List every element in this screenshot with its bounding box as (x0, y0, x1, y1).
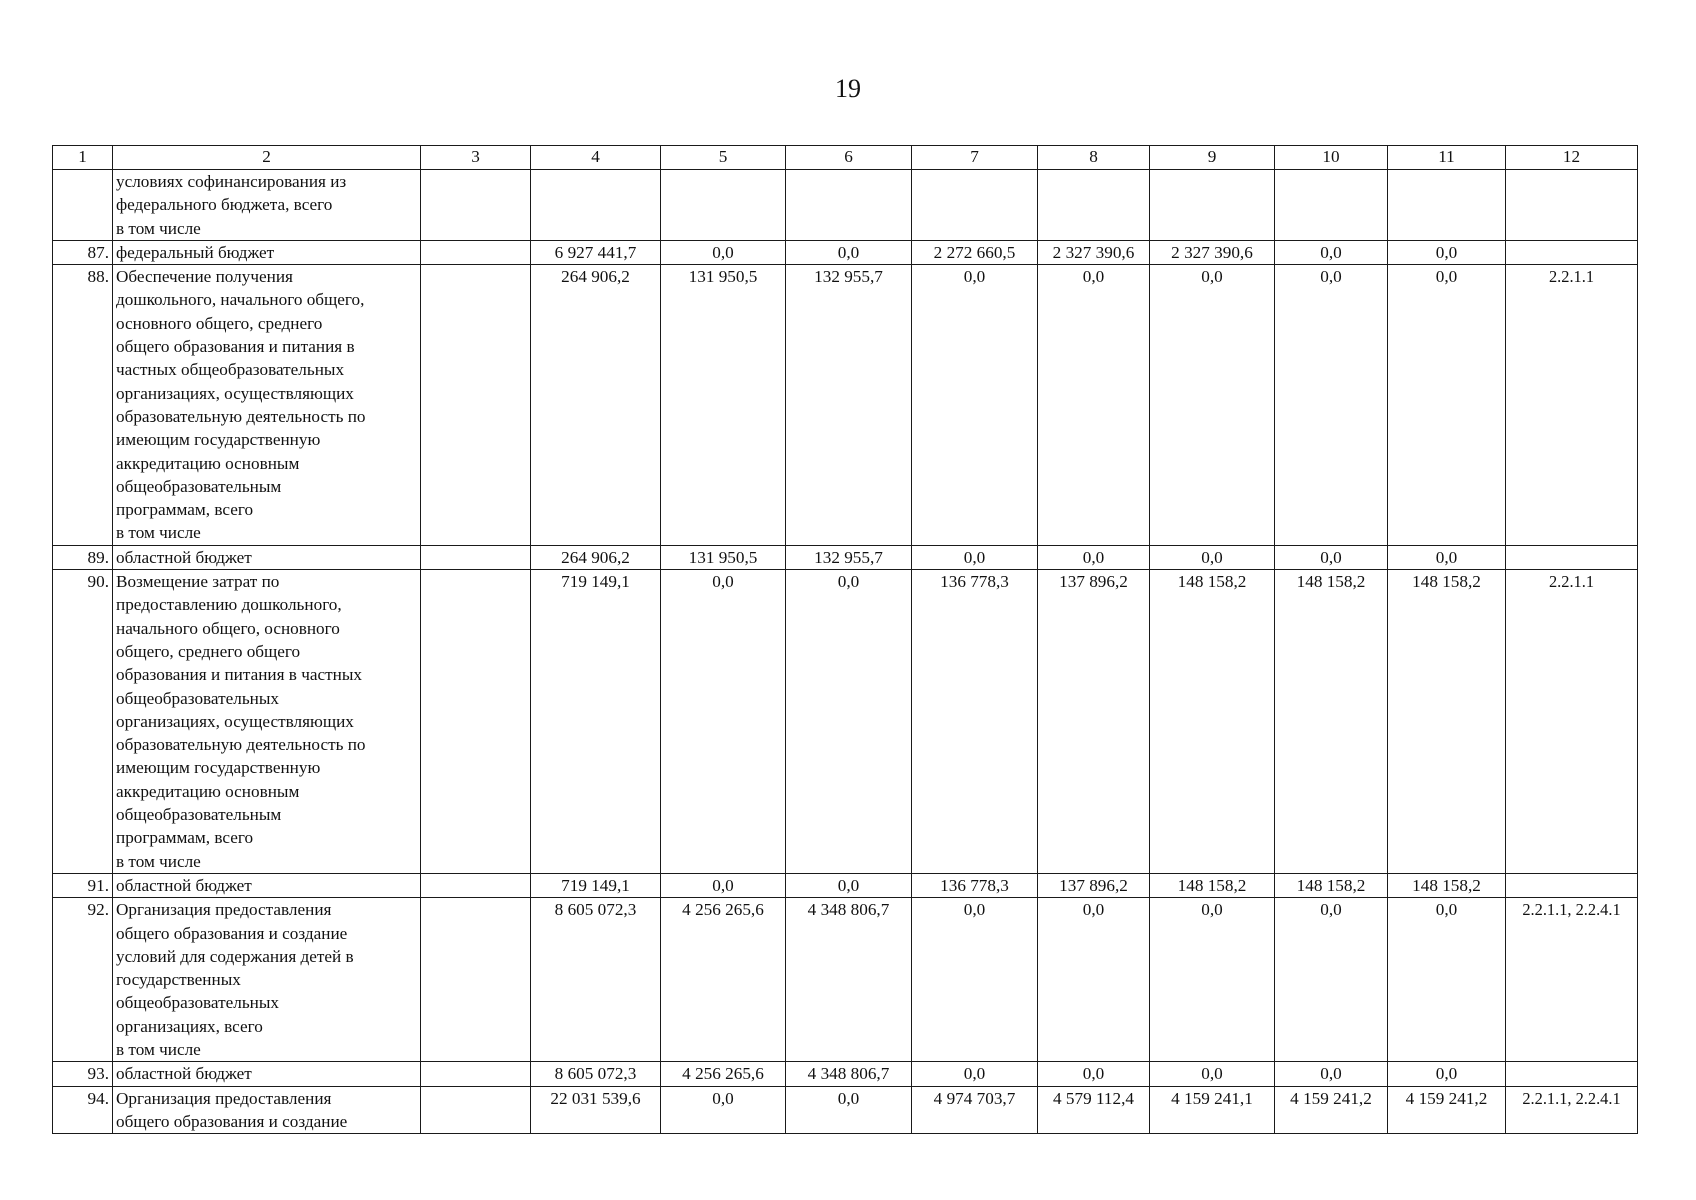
cell-c11: 4 159 241,2 (1388, 1086, 1506, 1134)
cell-c12 (1506, 545, 1638, 569)
cell-c6: 0,0 (786, 240, 912, 264)
row-name (113, 1062, 421, 1086)
cell-c8: 137 896,2 (1038, 873, 1150, 897)
cell-c5: 4 256 265,6 (661, 1062, 786, 1086)
cell-c8: 0,0 (1038, 265, 1150, 546)
row-number: 89. (53, 545, 113, 569)
cell-c6: 4 348 806,7 (786, 1062, 912, 1086)
cell-c11: 0,0 (1388, 545, 1506, 569)
row-name (113, 170, 421, 241)
row-name (113, 898, 421, 1062)
cell-c10: 0,0 (1275, 545, 1388, 569)
cell-c12 (1506, 873, 1638, 897)
cell-c12 (1506, 170, 1638, 241)
row-number: 94. (53, 1086, 113, 1134)
column-header: 10 (1275, 146, 1388, 170)
cell-c6 (786, 170, 912, 241)
row-name-line: общего образования и создание (116, 923, 348, 943)
table-row (53, 240, 1638, 264)
table-row (53, 265, 1638, 546)
row-name-line: организациях, всего (116, 1016, 263, 1036)
cell-c7: 0,0 (912, 265, 1038, 546)
cell-c6: 4 348 806,7 (786, 898, 912, 1062)
column-number-header (53, 146, 1638, 170)
cell-c4: 719 149,1 (531, 570, 661, 874)
cell-c4: 22 031 539,6 (531, 1086, 661, 1134)
row-name-line: условиях софинансирования из (116, 172, 347, 191)
cell-c3 (421, 570, 531, 874)
row-name-line: областной бюджет (116, 547, 252, 567)
cell-c10: 0,0 (1275, 898, 1388, 1062)
row-name-line: основного общего, среднего (116, 313, 323, 333)
cell-c9: 0,0 (1150, 545, 1275, 569)
row-name (113, 240, 421, 264)
cell-c7: 4 974 703,7 (912, 1086, 1038, 1134)
cell-c12 (1506, 1062, 1638, 1086)
cell-c12: 2.2.1.1 (1506, 265, 1638, 546)
row-name-line: областной бюджет (116, 875, 252, 895)
cell-c10: 4 159 241,2 (1275, 1086, 1388, 1134)
row-name-line: общего образования и создание (116, 1111, 348, 1131)
row-name (113, 873, 421, 897)
cell-c11: 148 158,2 (1388, 873, 1506, 897)
cell-c4: 6 927 441,7 (531, 240, 661, 264)
cell-c6: 0,0 (786, 1086, 912, 1134)
cell-c9: 0,0 (1150, 265, 1275, 546)
cell-c7: 0,0 (912, 898, 1038, 1062)
cell-c9: 2 327 390,6 (1150, 240, 1275, 264)
cell-c3 (421, 873, 531, 897)
row-name-line: организациях, осуществляющих (116, 383, 354, 403)
cell-c6: 0,0 (786, 873, 912, 897)
cell-c3 (421, 545, 531, 569)
cell-c9: 0,0 (1150, 898, 1275, 1062)
cell-c12: 2.2.1.1, 2.2.4.1 (1506, 1086, 1638, 1134)
row-name-line: Возмещение затрат по (116, 572, 280, 592)
row-name-line: федеральный бюджет (116, 242, 275, 262)
row-name-line: государственных (116, 970, 241, 990)
cell-c5: 131 950,5 (661, 545, 786, 569)
cell-c11: 0,0 (1388, 265, 1506, 546)
column-header: 5 (661, 146, 786, 170)
row-name-line: образования и питания в частных (116, 665, 362, 685)
row-name-line: общеобразовательных (116, 688, 280, 708)
row-name-line: общеобразовательным (116, 476, 282, 496)
cell-c8: 0,0 (1038, 898, 1150, 1062)
cell-c9: 148 158,2 (1150, 570, 1275, 874)
cell-c10 (1275, 170, 1388, 241)
table-row (53, 1086, 1638, 1134)
column-header: 2 (113, 146, 421, 170)
column-header: 8 (1038, 146, 1150, 170)
cell-c4: 264 906,2 (531, 265, 661, 546)
column-header: 1 (53, 146, 113, 170)
row-name-line: образовательную деятельность по (116, 735, 366, 755)
cell-c8: 0,0 (1038, 545, 1150, 569)
row-number: 91. (53, 873, 113, 897)
table-row (53, 1062, 1638, 1086)
cell-c10: 0,0 (1275, 240, 1388, 264)
cell-c7 (912, 170, 1038, 241)
row-name-line: аккредитацию основным (116, 781, 300, 801)
row-name-line: Обеспечение получения (116, 267, 293, 287)
row-number: 87. (53, 240, 113, 264)
row-name-line: в том числе (116, 523, 201, 543)
cell-c5: 0,0 (661, 570, 786, 874)
row-name (113, 570, 421, 874)
cell-c8: 4 579 112,4 (1038, 1086, 1150, 1134)
column-header: 6 (786, 146, 912, 170)
row-name-line: в том числе (116, 1039, 201, 1059)
row-name-line: общего, среднего общего (116, 641, 301, 661)
row-name-line: в том числе (116, 851, 201, 871)
row-name-line: условий для содержания детей в (116, 946, 354, 966)
row-number: 90. (53, 570, 113, 874)
row-name-line: Организация предоставления (116, 900, 332, 920)
cell-c11: 0,0 (1388, 898, 1506, 1062)
budget-table (52, 145, 1638, 1134)
row-number (53, 170, 113, 241)
row-name-line: имеющим государственную (116, 758, 321, 778)
cell-c9: 148 158,2 (1150, 873, 1275, 897)
row-name-line: общеобразовательных (116, 993, 280, 1013)
cell-c7: 0,0 (912, 1062, 1038, 1086)
row-name-line: дошкольного, начального общего, (116, 290, 365, 310)
cell-c10: 0,0 (1275, 1062, 1388, 1086)
cell-c9: 4 159 241,1 (1150, 1086, 1275, 1134)
cell-c11 (1388, 170, 1506, 241)
column-header: 9 (1150, 146, 1275, 170)
cell-c11: 148 158,2 (1388, 570, 1506, 874)
cell-c7: 136 778,3 (912, 873, 1038, 897)
cell-c3 (421, 1086, 531, 1134)
cell-c6: 0,0 (786, 570, 912, 874)
table-row (53, 170, 1638, 241)
cell-c3 (421, 898, 531, 1062)
table-row (53, 898, 1638, 1062)
cell-c11: 0,0 (1388, 240, 1506, 264)
cell-c4 (531, 170, 661, 241)
column-header: 3 (421, 146, 531, 170)
row-name (113, 265, 421, 546)
cell-c3 (421, 1062, 531, 1086)
cell-c10: 0,0 (1275, 265, 1388, 546)
row-name-line: имеющим государственную (116, 430, 321, 450)
row-name-line: начального общего, основного (116, 618, 340, 638)
row-name-line: федерального бюджета, всего (116, 195, 333, 215)
cell-c10: 148 158,2 (1275, 873, 1388, 897)
cell-c9 (1150, 170, 1275, 241)
cell-c7: 2 272 660,5 (912, 240, 1038, 264)
cell-c8: 2 327 390,6 (1038, 240, 1150, 264)
row-name-line: аккредитацию основным (116, 453, 300, 473)
table-body (53, 170, 1638, 1134)
row-number: 88. (53, 265, 113, 546)
cell-c3 (421, 240, 531, 264)
page-number: 19 (835, 74, 861, 103)
cell-c5: 0,0 (661, 240, 786, 264)
row-name-line: общеобразовательным (116, 805, 282, 825)
row-name-line: общего образования и питания в (116, 337, 355, 357)
row-name-line: программам, всего (116, 500, 254, 520)
cell-c5: 0,0 (661, 1086, 786, 1134)
cell-c8: 0,0 (1038, 1062, 1150, 1086)
cell-c8 (1038, 170, 1150, 241)
column-header: 11 (1388, 146, 1506, 170)
cell-c12 (1506, 240, 1638, 264)
column-header: 4 (531, 146, 661, 170)
row-name (113, 545, 421, 569)
column-header: 12 (1506, 146, 1638, 170)
row-name-line: частных общеобразовательных (116, 360, 345, 380)
row-name (113, 1086, 421, 1134)
cell-c11: 0,0 (1388, 1062, 1506, 1086)
row-name-line: образовательную деятельность по (116, 406, 366, 426)
table-row (53, 873, 1638, 897)
cell-c3 (421, 170, 531, 241)
cell-c6: 132 955,7 (786, 265, 912, 546)
cell-c5: 4 256 265,6 (661, 898, 786, 1062)
cell-c5: 131 950,5 (661, 265, 786, 546)
row-name-line: областной бюджет (116, 1064, 252, 1084)
cell-c4: 8 605 072,3 (531, 1062, 661, 1086)
row-name-line: организациях, осуществляющих (116, 711, 354, 731)
header-row (53, 146, 1638, 170)
row-name-line: программам, всего (116, 828, 254, 848)
cell-c3 (421, 265, 531, 546)
row-name-line: Организация предоставления (116, 1088, 332, 1108)
row-name-line: предоставлению дошкольного, (116, 595, 342, 615)
column-header: 7 (912, 146, 1038, 170)
row-name-line: в том числе (116, 218, 201, 238)
cell-c6: 132 955,7 (786, 545, 912, 569)
cell-c8: 137 896,2 (1038, 570, 1150, 874)
cell-c10: 148 158,2 (1275, 570, 1388, 874)
cell-c7: 136 778,3 (912, 570, 1038, 874)
cell-c7: 0,0 (912, 545, 1038, 569)
cell-c5 (661, 170, 786, 241)
cell-c12: 2.2.1.1 (1506, 570, 1638, 874)
cell-c4: 264 906,2 (531, 545, 661, 569)
cell-c4: 719 149,1 (531, 873, 661, 897)
cell-c9: 0,0 (1150, 1062, 1275, 1086)
cell-c4: 8 605 072,3 (531, 898, 661, 1062)
cell-c5: 0,0 (661, 873, 786, 897)
cell-c12: 2.2.1.1, 2.2.4.1 (1506, 898, 1638, 1062)
table-row (53, 570, 1638, 874)
row-number: 93. (53, 1062, 113, 1086)
table-row (53, 545, 1638, 569)
row-number: 92. (53, 898, 113, 1062)
